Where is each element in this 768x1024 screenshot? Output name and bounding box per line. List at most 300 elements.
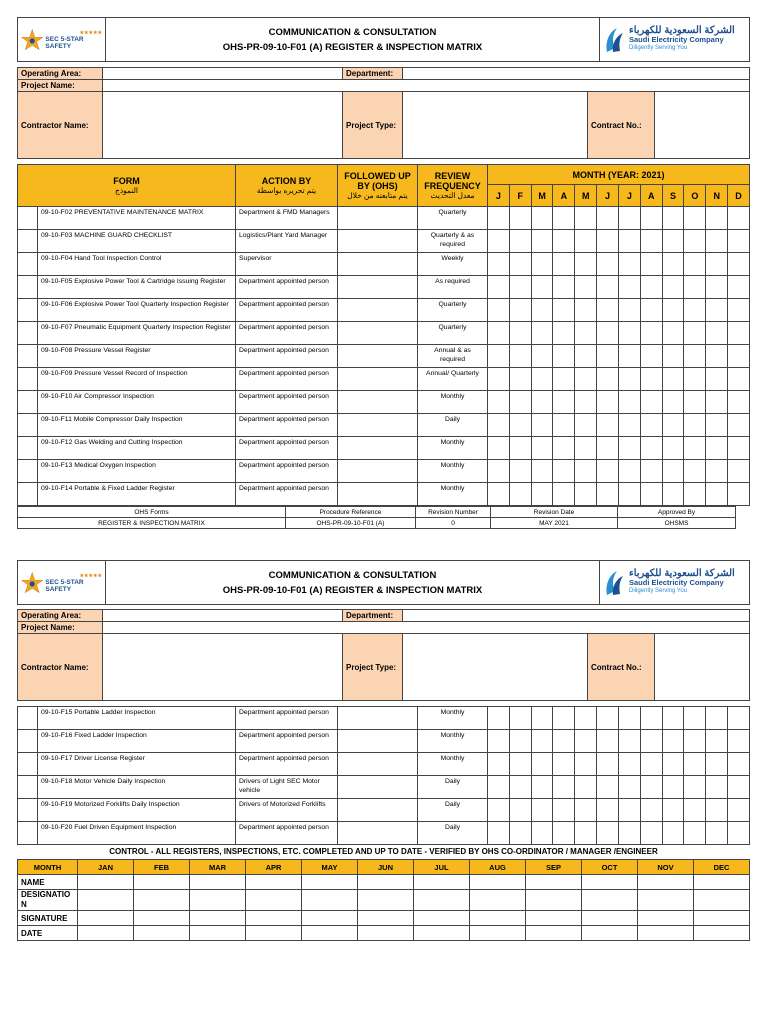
month-check-cell[interactable] [706, 368, 728, 391]
control-entry-cell[interactable] [190, 911, 246, 926]
month-check-cell[interactable] [706, 437, 728, 460]
month-check-cell[interactable] [488, 483, 510, 506]
month-check-cell[interactable] [488, 253, 510, 276]
followed-up-cell[interactable] [338, 753, 418, 776]
control-entry-cell[interactable] [414, 875, 470, 890]
control-entry-cell[interactable] [302, 911, 358, 926]
month-check-cell[interactable] [597, 253, 619, 276]
control-entry-cell[interactable] [302, 926, 358, 941]
month-check-cell[interactable] [575, 707, 597, 730]
month-check-cell[interactable] [509, 822, 531, 845]
month-check-cell[interactable] [662, 730, 684, 753]
contractor-name-field[interactable] [103, 634, 343, 701]
control-entry-cell[interactable] [246, 926, 302, 941]
month-check-cell[interactable] [684, 322, 706, 345]
control-entry-cell[interactable] [582, 875, 638, 890]
month-check-cell[interactable] [553, 299, 575, 322]
month-check-cell[interactable] [618, 230, 640, 253]
followed-up-cell[interactable] [338, 799, 418, 822]
month-check-cell[interactable] [684, 414, 706, 437]
month-check-cell[interactable] [618, 776, 640, 799]
month-check-cell[interactable] [662, 368, 684, 391]
project-type-field[interactable] [403, 92, 588, 159]
month-check-cell[interactable] [509, 799, 531, 822]
month-check-cell[interactable] [662, 322, 684, 345]
control-entry-cell[interactable] [190, 875, 246, 890]
followed-up-cell[interactable] [338, 230, 418, 253]
month-check-cell[interactable] [618, 299, 640, 322]
month-check-cell[interactable] [488, 730, 510, 753]
month-check-cell[interactable] [640, 207, 662, 230]
month-check-cell[interactable] [662, 414, 684, 437]
month-check-cell[interactable] [509, 368, 531, 391]
month-check-cell[interactable] [488, 822, 510, 845]
control-entry-cell[interactable] [582, 890, 638, 911]
month-check-cell[interactable] [509, 414, 531, 437]
month-check-cell[interactable] [706, 822, 728, 845]
month-check-cell[interactable] [706, 483, 728, 506]
month-check-cell[interactable] [488, 322, 510, 345]
control-entry-cell[interactable] [134, 911, 190, 926]
month-check-cell[interactable] [662, 822, 684, 845]
month-check-cell[interactable] [728, 276, 750, 299]
month-check-cell[interactable] [597, 207, 619, 230]
month-check-cell[interactable] [531, 483, 553, 506]
month-check-cell[interactable] [553, 730, 575, 753]
control-entry-cell[interactable] [78, 911, 134, 926]
operating-area-field[interactable] [103, 68, 343, 80]
month-check-cell[interactable] [509, 483, 531, 506]
month-check-cell[interactable] [728, 414, 750, 437]
control-entry-cell[interactable] [358, 875, 414, 890]
month-check-cell[interactable] [706, 230, 728, 253]
month-check-cell[interactable] [728, 822, 750, 845]
followed-up-cell[interactable] [338, 299, 418, 322]
month-check-cell[interactable] [575, 753, 597, 776]
month-check-cell[interactable] [488, 391, 510, 414]
month-check-cell[interactable] [597, 460, 619, 483]
month-check-cell[interactable] [531, 799, 553, 822]
month-check-cell[interactable] [662, 483, 684, 506]
month-check-cell[interactable] [684, 437, 706, 460]
month-check-cell[interactable] [597, 483, 619, 506]
month-check-cell[interactable] [553, 391, 575, 414]
control-entry-cell[interactable] [638, 926, 694, 941]
month-check-cell[interactable] [531, 437, 553, 460]
followed-up-cell[interactable] [338, 707, 418, 730]
month-check-cell[interactable] [553, 230, 575, 253]
month-check-cell[interactable] [618, 483, 640, 506]
month-check-cell[interactable] [662, 207, 684, 230]
control-entry-cell[interactable] [694, 875, 750, 890]
month-check-cell[interactable] [597, 730, 619, 753]
control-entry-cell[interactable] [246, 911, 302, 926]
followed-up-cell[interactable] [338, 460, 418, 483]
control-entry-cell[interactable] [582, 926, 638, 941]
month-check-cell[interactable] [618, 437, 640, 460]
month-check-cell[interactable] [706, 345, 728, 368]
month-check-cell[interactable] [728, 437, 750, 460]
month-check-cell[interactable] [640, 707, 662, 730]
month-check-cell[interactable] [662, 707, 684, 730]
month-check-cell[interactable] [728, 460, 750, 483]
month-check-cell[interactable] [728, 230, 750, 253]
control-entry-cell[interactable] [358, 911, 414, 926]
month-check-cell[interactable] [488, 230, 510, 253]
month-check-cell[interactable] [531, 391, 553, 414]
month-check-cell[interactable] [575, 230, 597, 253]
month-check-cell[interactable] [575, 822, 597, 845]
month-check-cell[interactable] [531, 276, 553, 299]
control-entry-cell[interactable] [246, 875, 302, 890]
month-check-cell[interactable] [684, 822, 706, 845]
control-entry-cell[interactable] [302, 890, 358, 911]
department-field[interactable] [403, 610, 750, 622]
control-entry-cell[interactable] [302, 875, 358, 890]
month-check-cell[interactable] [509, 207, 531, 230]
control-entry-cell[interactable] [414, 890, 470, 911]
month-check-cell[interactable] [684, 799, 706, 822]
department-field[interactable] [403, 68, 750, 80]
contract-no-field[interactable] [655, 92, 750, 159]
month-check-cell[interactable] [618, 322, 640, 345]
month-check-cell[interactable] [706, 799, 728, 822]
month-check-cell[interactable] [640, 253, 662, 276]
control-entry-cell[interactable] [358, 890, 414, 911]
month-check-cell[interactable] [553, 207, 575, 230]
followed-up-cell[interactable] [338, 414, 418, 437]
control-entry-cell[interactable] [526, 890, 582, 911]
month-check-cell[interactable] [706, 391, 728, 414]
followed-up-cell[interactable] [338, 776, 418, 799]
month-check-cell[interactable] [488, 368, 510, 391]
month-check-cell[interactable] [509, 730, 531, 753]
month-check-cell[interactable] [640, 460, 662, 483]
month-check-cell[interactable] [531, 207, 553, 230]
month-check-cell[interactable] [706, 253, 728, 276]
month-check-cell[interactable] [662, 437, 684, 460]
month-check-cell[interactable] [618, 391, 640, 414]
control-entry-cell[interactable] [134, 890, 190, 911]
month-check-cell[interactable] [640, 730, 662, 753]
month-check-cell[interactable] [728, 707, 750, 730]
month-check-cell[interactable] [706, 776, 728, 799]
month-check-cell[interactable] [488, 776, 510, 799]
month-check-cell[interactable] [488, 753, 510, 776]
month-check-cell[interactable] [640, 753, 662, 776]
month-check-cell[interactable] [509, 276, 531, 299]
control-entry-cell[interactable] [526, 875, 582, 890]
month-check-cell[interactable] [662, 230, 684, 253]
control-entry-cell[interactable] [78, 890, 134, 911]
month-check-cell[interactable] [553, 822, 575, 845]
control-entry-cell[interactable] [638, 890, 694, 911]
month-check-cell[interactable] [531, 345, 553, 368]
month-check-cell[interactable] [531, 707, 553, 730]
followed-up-cell[interactable] [338, 276, 418, 299]
month-check-cell[interactable] [575, 253, 597, 276]
month-check-cell[interactable] [684, 776, 706, 799]
month-check-cell[interactable] [553, 460, 575, 483]
control-entry-cell[interactable] [190, 926, 246, 941]
month-check-cell[interactable] [728, 322, 750, 345]
month-check-cell[interactable] [728, 799, 750, 822]
month-check-cell[interactable] [553, 345, 575, 368]
month-check-cell[interactable] [684, 391, 706, 414]
month-check-cell[interactable] [531, 299, 553, 322]
month-check-cell[interactable] [597, 753, 619, 776]
month-check-cell[interactable] [597, 437, 619, 460]
month-check-cell[interactable] [618, 345, 640, 368]
month-check-cell[interactable] [509, 345, 531, 368]
month-check-cell[interactable] [640, 322, 662, 345]
month-check-cell[interactable] [488, 276, 510, 299]
followed-up-cell[interactable] [338, 822, 418, 845]
month-check-cell[interactable] [662, 253, 684, 276]
month-check-cell[interactable] [684, 345, 706, 368]
followed-up-cell[interactable] [338, 207, 418, 230]
month-check-cell[interactable] [597, 776, 619, 799]
month-check-cell[interactable] [662, 299, 684, 322]
month-check-cell[interactable] [553, 483, 575, 506]
followed-up-cell[interactable] [338, 322, 418, 345]
month-check-cell[interactable] [618, 707, 640, 730]
contract-no-field[interactable] [655, 634, 750, 701]
month-check-cell[interactable] [488, 707, 510, 730]
followed-up-cell[interactable] [338, 730, 418, 753]
month-check-cell[interactable] [618, 207, 640, 230]
month-check-cell[interactable] [706, 414, 728, 437]
month-check-cell[interactable] [684, 460, 706, 483]
month-check-cell[interactable] [728, 753, 750, 776]
month-check-cell[interactable] [706, 322, 728, 345]
month-check-cell[interactable] [640, 822, 662, 845]
month-check-cell[interactable] [684, 730, 706, 753]
month-check-cell[interactable] [597, 230, 619, 253]
month-check-cell[interactable] [618, 753, 640, 776]
month-check-cell[interactable] [684, 753, 706, 776]
project-name-field[interactable] [103, 80, 750, 92]
month-check-cell[interactable] [597, 299, 619, 322]
month-check-cell[interactable] [509, 776, 531, 799]
control-entry-cell[interactable] [694, 926, 750, 941]
month-check-cell[interactable] [728, 368, 750, 391]
control-entry-cell[interactable] [638, 875, 694, 890]
month-check-cell[interactable] [728, 391, 750, 414]
month-check-cell[interactable] [488, 460, 510, 483]
month-check-cell[interactable] [662, 460, 684, 483]
month-check-cell[interactable] [531, 253, 553, 276]
month-check-cell[interactable] [575, 368, 597, 391]
month-check-cell[interactable] [531, 730, 553, 753]
month-check-cell[interactable] [618, 414, 640, 437]
month-check-cell[interactable] [553, 799, 575, 822]
control-entry-cell[interactable] [470, 911, 526, 926]
month-check-cell[interactable] [597, 414, 619, 437]
month-check-cell[interactable] [488, 799, 510, 822]
month-check-cell[interactable] [575, 299, 597, 322]
control-entry-cell[interactable] [358, 926, 414, 941]
month-check-cell[interactable] [553, 276, 575, 299]
month-check-cell[interactable] [618, 253, 640, 276]
month-check-cell[interactable] [553, 776, 575, 799]
month-check-cell[interactable] [553, 322, 575, 345]
month-check-cell[interactable] [728, 776, 750, 799]
followed-up-cell[interactable] [338, 345, 418, 368]
month-check-cell[interactable] [684, 707, 706, 730]
month-check-cell[interactable] [640, 776, 662, 799]
month-check-cell[interactable] [553, 753, 575, 776]
control-entry-cell[interactable] [246, 890, 302, 911]
month-check-cell[interactable] [662, 753, 684, 776]
control-entry-cell[interactable] [78, 926, 134, 941]
month-check-cell[interactable] [706, 276, 728, 299]
month-check-cell[interactable] [509, 299, 531, 322]
month-check-cell[interactable] [531, 414, 553, 437]
month-check-cell[interactable] [553, 437, 575, 460]
month-check-cell[interactable] [684, 230, 706, 253]
month-check-cell[interactable] [509, 322, 531, 345]
control-entry-cell[interactable] [78, 875, 134, 890]
control-entry-cell[interactable] [414, 926, 470, 941]
control-entry-cell[interactable] [470, 926, 526, 941]
project-type-field[interactable] [403, 634, 588, 701]
month-check-cell[interactable] [618, 276, 640, 299]
control-entry-cell[interactable] [414, 911, 470, 926]
month-check-cell[interactable] [662, 799, 684, 822]
month-check-cell[interactable] [640, 391, 662, 414]
control-entry-cell[interactable] [526, 911, 582, 926]
month-check-cell[interactable] [640, 276, 662, 299]
month-check-cell[interactable] [597, 822, 619, 845]
project-name-field[interactable] [103, 622, 750, 634]
month-check-cell[interactable] [575, 414, 597, 437]
month-check-cell[interactable] [684, 253, 706, 276]
month-check-cell[interactable] [684, 483, 706, 506]
month-check-cell[interactable] [706, 730, 728, 753]
month-check-cell[interactable] [684, 299, 706, 322]
month-check-cell[interactable] [531, 230, 553, 253]
control-entry-cell[interactable] [190, 890, 246, 911]
month-check-cell[interactable] [531, 822, 553, 845]
month-check-cell[interactable] [640, 368, 662, 391]
month-check-cell[interactable] [531, 776, 553, 799]
control-entry-cell[interactable] [694, 911, 750, 926]
month-check-cell[interactable] [728, 299, 750, 322]
month-check-cell[interactable] [509, 753, 531, 776]
month-check-cell[interactable] [509, 437, 531, 460]
month-check-cell[interactable] [575, 345, 597, 368]
control-entry-cell[interactable] [582, 911, 638, 926]
month-check-cell[interactable] [640, 483, 662, 506]
month-check-cell[interactable] [509, 253, 531, 276]
month-check-cell[interactable] [706, 460, 728, 483]
month-check-cell[interactable] [575, 799, 597, 822]
month-check-cell[interactable] [597, 276, 619, 299]
month-check-cell[interactable] [575, 460, 597, 483]
month-check-cell[interactable] [728, 345, 750, 368]
control-entry-cell[interactable] [134, 875, 190, 890]
month-check-cell[interactable] [597, 322, 619, 345]
month-check-cell[interactable] [618, 799, 640, 822]
month-check-cell[interactable] [575, 730, 597, 753]
month-check-cell[interactable] [618, 822, 640, 845]
month-check-cell[interactable] [509, 230, 531, 253]
month-check-cell[interactable] [662, 776, 684, 799]
month-check-cell[interactable] [706, 207, 728, 230]
contractor-name-field[interactable] [103, 92, 343, 159]
month-check-cell[interactable] [509, 391, 531, 414]
month-check-cell[interactable] [597, 391, 619, 414]
month-check-cell[interactable] [640, 230, 662, 253]
month-check-cell[interactable] [553, 414, 575, 437]
month-check-cell[interactable] [597, 345, 619, 368]
month-check-cell[interactable] [706, 707, 728, 730]
month-check-cell[interactable] [488, 414, 510, 437]
month-check-cell[interactable] [728, 483, 750, 506]
month-check-cell[interactable] [640, 799, 662, 822]
followed-up-cell[interactable] [338, 253, 418, 276]
month-check-cell[interactable] [728, 730, 750, 753]
month-check-cell[interactable] [597, 707, 619, 730]
month-check-cell[interactable] [531, 368, 553, 391]
month-check-cell[interactable] [575, 207, 597, 230]
month-check-cell[interactable] [728, 207, 750, 230]
month-check-cell[interactable] [640, 437, 662, 460]
month-check-cell[interactable] [618, 460, 640, 483]
month-check-cell[interactable] [706, 299, 728, 322]
month-check-cell[interactable] [509, 707, 531, 730]
month-check-cell[interactable] [575, 322, 597, 345]
followed-up-cell[interactable] [338, 391, 418, 414]
month-check-cell[interactable] [706, 753, 728, 776]
month-check-cell[interactable] [488, 299, 510, 322]
month-check-cell[interactable] [684, 276, 706, 299]
followed-up-cell[interactable] [338, 483, 418, 506]
month-check-cell[interactable] [618, 730, 640, 753]
month-check-cell[interactable] [553, 253, 575, 276]
month-check-cell[interactable] [684, 368, 706, 391]
month-check-cell[interactable] [488, 207, 510, 230]
control-entry-cell[interactable] [694, 890, 750, 911]
month-check-cell[interactable] [640, 414, 662, 437]
month-check-cell[interactable] [662, 345, 684, 368]
month-check-cell[interactable] [575, 483, 597, 506]
control-entry-cell[interactable] [638, 911, 694, 926]
month-check-cell[interactable] [509, 460, 531, 483]
month-check-cell[interactable] [597, 368, 619, 391]
month-check-cell[interactable] [575, 776, 597, 799]
month-check-cell[interactable] [553, 707, 575, 730]
month-check-cell[interactable] [575, 437, 597, 460]
followed-up-cell[interactable] [338, 368, 418, 391]
month-check-cell[interactable] [662, 391, 684, 414]
month-check-cell[interactable] [531, 322, 553, 345]
month-check-cell[interactable] [597, 799, 619, 822]
month-check-cell[interactable] [531, 753, 553, 776]
month-check-cell[interactable] [488, 437, 510, 460]
month-check-cell[interactable] [531, 460, 553, 483]
control-entry-cell[interactable] [470, 875, 526, 890]
month-check-cell[interactable] [553, 368, 575, 391]
month-check-cell[interactable] [618, 368, 640, 391]
operating-area-field[interactable] [103, 610, 343, 622]
followed-up-cell[interactable] [338, 437, 418, 460]
month-check-cell[interactable] [575, 391, 597, 414]
month-check-cell[interactable] [488, 345, 510, 368]
control-entry-cell[interactable] [526, 926, 582, 941]
month-check-cell[interactable] [684, 207, 706, 230]
